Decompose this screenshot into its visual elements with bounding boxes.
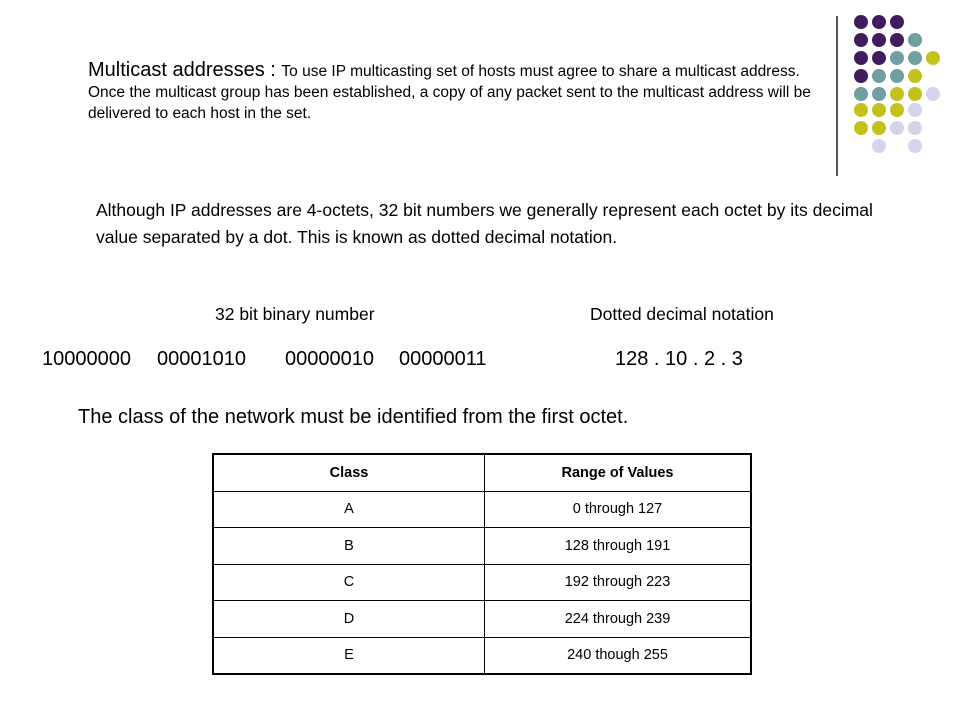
table-row (213, 528, 751, 565)
decorative-dot (854, 51, 868, 65)
binary-octet-1: 10000000 (42, 348, 131, 370)
range-cell: 0 through 127 (485, 491, 752, 528)
decorative-dot (908, 69, 922, 83)
class-cell: D (213, 601, 485, 638)
class-cell: A (213, 491, 485, 528)
class-cell: C (213, 564, 485, 601)
decorative-dot (854, 121, 868, 135)
decorative-dot (872, 51, 886, 65)
decorative-dot (854, 15, 868, 29)
decorative-dot (872, 121, 886, 135)
binary-octet-2: 00001010 (157, 348, 246, 370)
decorative-dot (890, 69, 904, 83)
table-header-row (213, 454, 751, 491)
range-cell: 240 though 255 (485, 637, 752, 674)
decorative-dot (926, 51, 940, 65)
multicast-body: To use IP multicasting set of hosts must agree to share a multicast address. Once the multicast group has been established, a copy of any packet sent to the multicast address will be delivered to each host in the set. (88, 63, 811, 122)
decorative-dot (890, 15, 904, 29)
decorative-dot (872, 87, 886, 101)
decorative-dot (926, 87, 940, 101)
range-cell: 128 through 191 (485, 528, 752, 565)
decorative-dot (872, 103, 886, 117)
range-cell: 224 through 239 (485, 601, 752, 638)
decorative-dot (872, 33, 886, 47)
decorative-dot (890, 103, 904, 117)
dotted-decimal-value: 128 . 10 . 2 . 3 (615, 348, 743, 370)
class-cell: E (213, 637, 485, 674)
table-row (213, 601, 751, 638)
decorative-dot (854, 33, 868, 47)
multicast-lead: Multicast addresses : (88, 59, 282, 81)
divider-line (836, 16, 838, 176)
decorative-dot (872, 69, 886, 83)
decorative-dot (908, 103, 922, 117)
multicast-paragraph (88, 60, 828, 124)
table-row (213, 637, 751, 674)
range-cell: 192 through 223 (485, 564, 752, 601)
decorative-dot (854, 87, 868, 101)
column-header-range: Range of Values (485, 454, 752, 491)
decorative-dot (890, 51, 904, 65)
decorative-dot (908, 139, 922, 153)
decorative-dot (890, 87, 904, 101)
class-range-table (212, 453, 752, 675)
table-row (213, 491, 751, 528)
decorative-dot (854, 69, 868, 83)
dotted-header: Dotted decimal notation (590, 304, 774, 324)
decorative-dot (908, 51, 922, 65)
decorative-dot (854, 103, 868, 117)
binary-octet-4: 00000011 (399, 348, 487, 370)
table-row (213, 564, 751, 601)
decorative-dot (908, 121, 922, 135)
decorative-dot (872, 15, 886, 29)
binary-octet-3: 00000010 (285, 348, 374, 370)
decorative-dot (890, 33, 904, 47)
decorative-dot (890, 121, 904, 135)
class-note: The class of the network must be identified from the first octet. (78, 406, 629, 428)
column-header-class: Class (213, 454, 485, 491)
binary-header: 32 bit binary number (215, 304, 375, 324)
decorative-dot (908, 87, 922, 101)
decorative-dot (872, 139, 886, 153)
decorative-dot (908, 33, 922, 47)
ip-paragraph: Although IP addresses are 4-octets, 32 bit numbers we generally represent each octet by its decimal value separated by a dot. This is known as dotted decimal notation. (96, 200, 873, 247)
class-cell: B (213, 528, 485, 565)
